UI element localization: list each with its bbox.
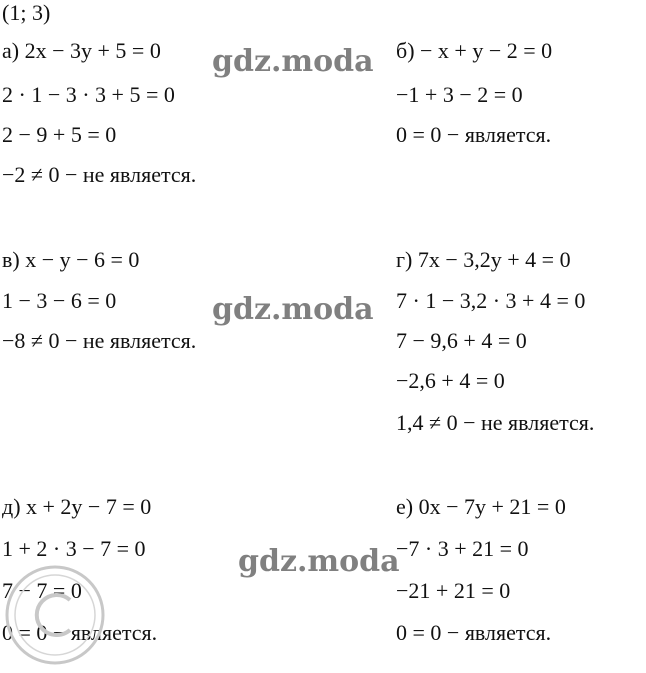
problem-d-substitution: 1 + 2 · 3 − 7 = 0 (2, 536, 146, 561)
problem-d-equation: д) x + 2y − 7 = 0 (2, 494, 152, 519)
problem-v-conclusion: −8 ≠ 0 − не является. (2, 328, 197, 353)
problem-a-conclusion: −2 ≠ 0 − не является. (2, 162, 197, 187)
problem-d-step: 7 − 7 = 0 (2, 578, 82, 603)
problem-v-substitution: 1 − 3 − 6 = 0 (2, 288, 117, 313)
problem-a-step: 2 − 9 + 5 = 0 (2, 122, 117, 147)
problem-g-step-1: 7 − 9,6 + 4 = 0 (396, 328, 527, 353)
watermark-logo: gdz.moda (212, 44, 374, 79)
problem-b-conclusion: 0 = 0 − является. (396, 122, 552, 147)
problem-g-conclusion: 1,4 ≠ 0 − не является. (396, 410, 595, 435)
problem-e-substitution: −7 · 3 + 21 = 0 (396, 536, 529, 561)
problem-e-conclusion: 0 = 0 − является. (396, 620, 552, 645)
problem-e-step: −21 + 21 = 0 (396, 578, 511, 603)
problem-e-equation: е) 0x − 7y + 21 = 0 (396, 494, 566, 519)
watermark-logo: gdz.moda (212, 292, 374, 327)
problem-a-substitution: 2 · 1 − 3 · 3 + 5 = 0 (2, 82, 175, 107)
problem-b-substitution: −1 + 3 − 2 = 0 (396, 82, 523, 107)
problem-d-conclusion: 0 = 0 − является. (2, 620, 158, 645)
problem-g-step-2: −2,6 + 4 = 0 (396, 368, 505, 393)
problem-g-substitution: 7 · 1 − 3,2 · 3 + 4 = 0 (396, 288, 586, 313)
given-point: (1; 3) (2, 0, 51, 25)
problem-g-equation: г) 7x − 3,2y + 4 = 0 (396, 247, 571, 272)
copyright-stamp-icon (0, 560, 110, 670)
problem-v-equation: в) x − y − 6 = 0 (2, 247, 140, 272)
problem-a-equation: а) 2x − 3y + 5 = 0 (2, 38, 161, 63)
problem-b-equation: б) − x + y − 2 = 0 (396, 38, 553, 63)
watermark-logo: gdz.moda (238, 544, 400, 579)
